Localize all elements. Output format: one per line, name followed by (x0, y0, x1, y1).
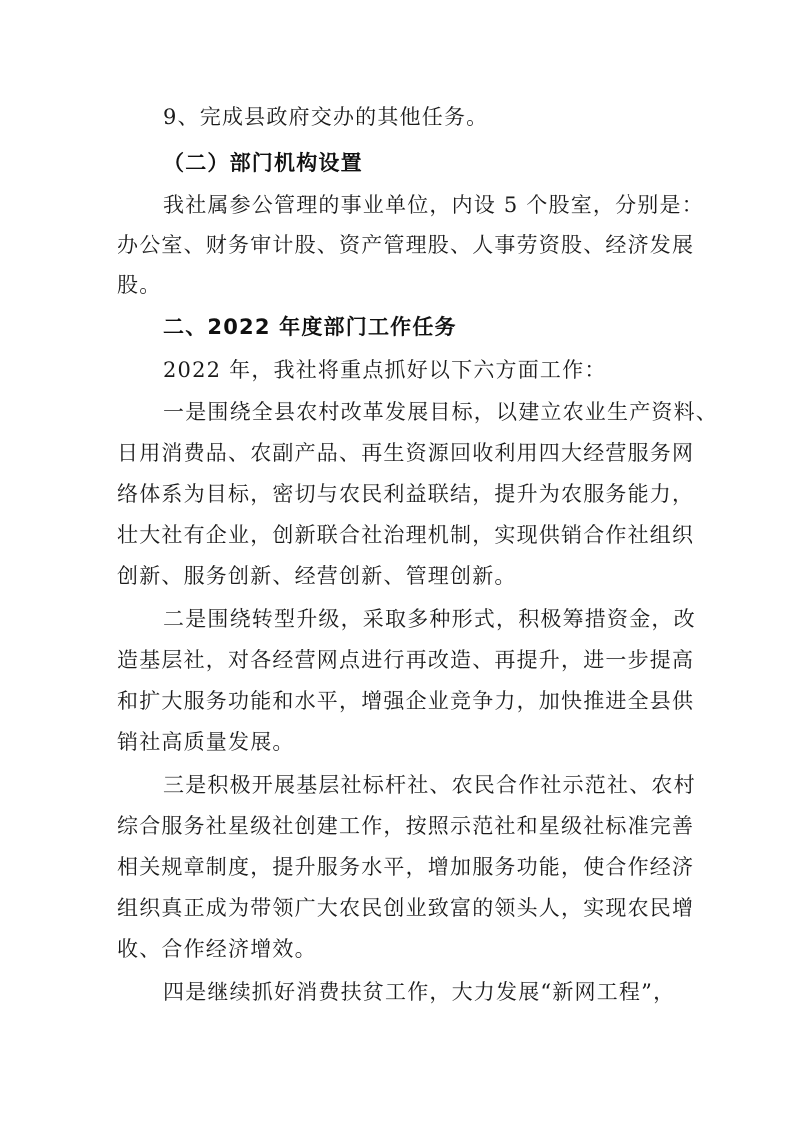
text-line: 销社高质量发展。 (117, 730, 295, 754)
text-line: 股。 (117, 273, 162, 297)
text-line: 相关规章制度，提升服务水平，增加服务功能，使合作经济 (117, 855, 695, 879)
text-line: 2022 年，我社将重点抓好以下六方面工作： (163, 358, 607, 382)
text-line: 壮大社有企业，创新联合社治理机制，实现供销合作社组织 (117, 523, 695, 547)
text-line: 和扩大服务功能和水平，增强企业竞争力，加快推进全县供 (117, 689, 695, 713)
section-heading-org-structure: （二）部门机构设置 (163, 151, 363, 175)
section-heading-2022-tasks: 二、2022 年度部门工作任务 (163, 315, 457, 339)
text-line: 造基层社，对各经营网点进行再改造、再提升，进一步提高 (117, 648, 695, 672)
text-line: 一是围绕全县农村改革发展目标，以建立农业生产资料、 (163, 400, 718, 424)
text-line: 日用消费品、农副产品、再生资源回收利用四大经营服务网 (117, 441, 695, 465)
text-line: 组织真正成为带领广大农民创业致富的领头人，实现农民增 (117, 896, 695, 920)
text-line: 综合服务社星级社创建工作，按照示范社和星级社标准完善 (117, 814, 695, 838)
text-line: 创新、服务创新、经营创新、管理创新。 (117, 564, 517, 588)
text-line: 四是继续抓好消费扶贫工作，大力发展“新网工程”， (163, 980, 676, 1004)
text-line: 三是积极开展基层社标杆社、农民合作社示范社、农村 (163, 773, 696, 797)
text-line: 我社属参公管理的事业单位，内设 5 个股室，分别是： (163, 193, 704, 217)
text-line: 二是围绕转型升级，采取多种形式，积极筹措资金，改 (163, 607, 696, 631)
text-line: 收、合作经济增效。 (117, 937, 317, 961)
text-line: 办公室、财务审计股、资产管理股、人事劳资股、经济发展 (117, 233, 695, 257)
text-line: 络体系为目标，密切与农民利益联结，提升为农服务能力， (117, 482, 695, 506)
text-line-task-9: 9、完成县政府交办的其他任务。 (163, 105, 489, 129)
